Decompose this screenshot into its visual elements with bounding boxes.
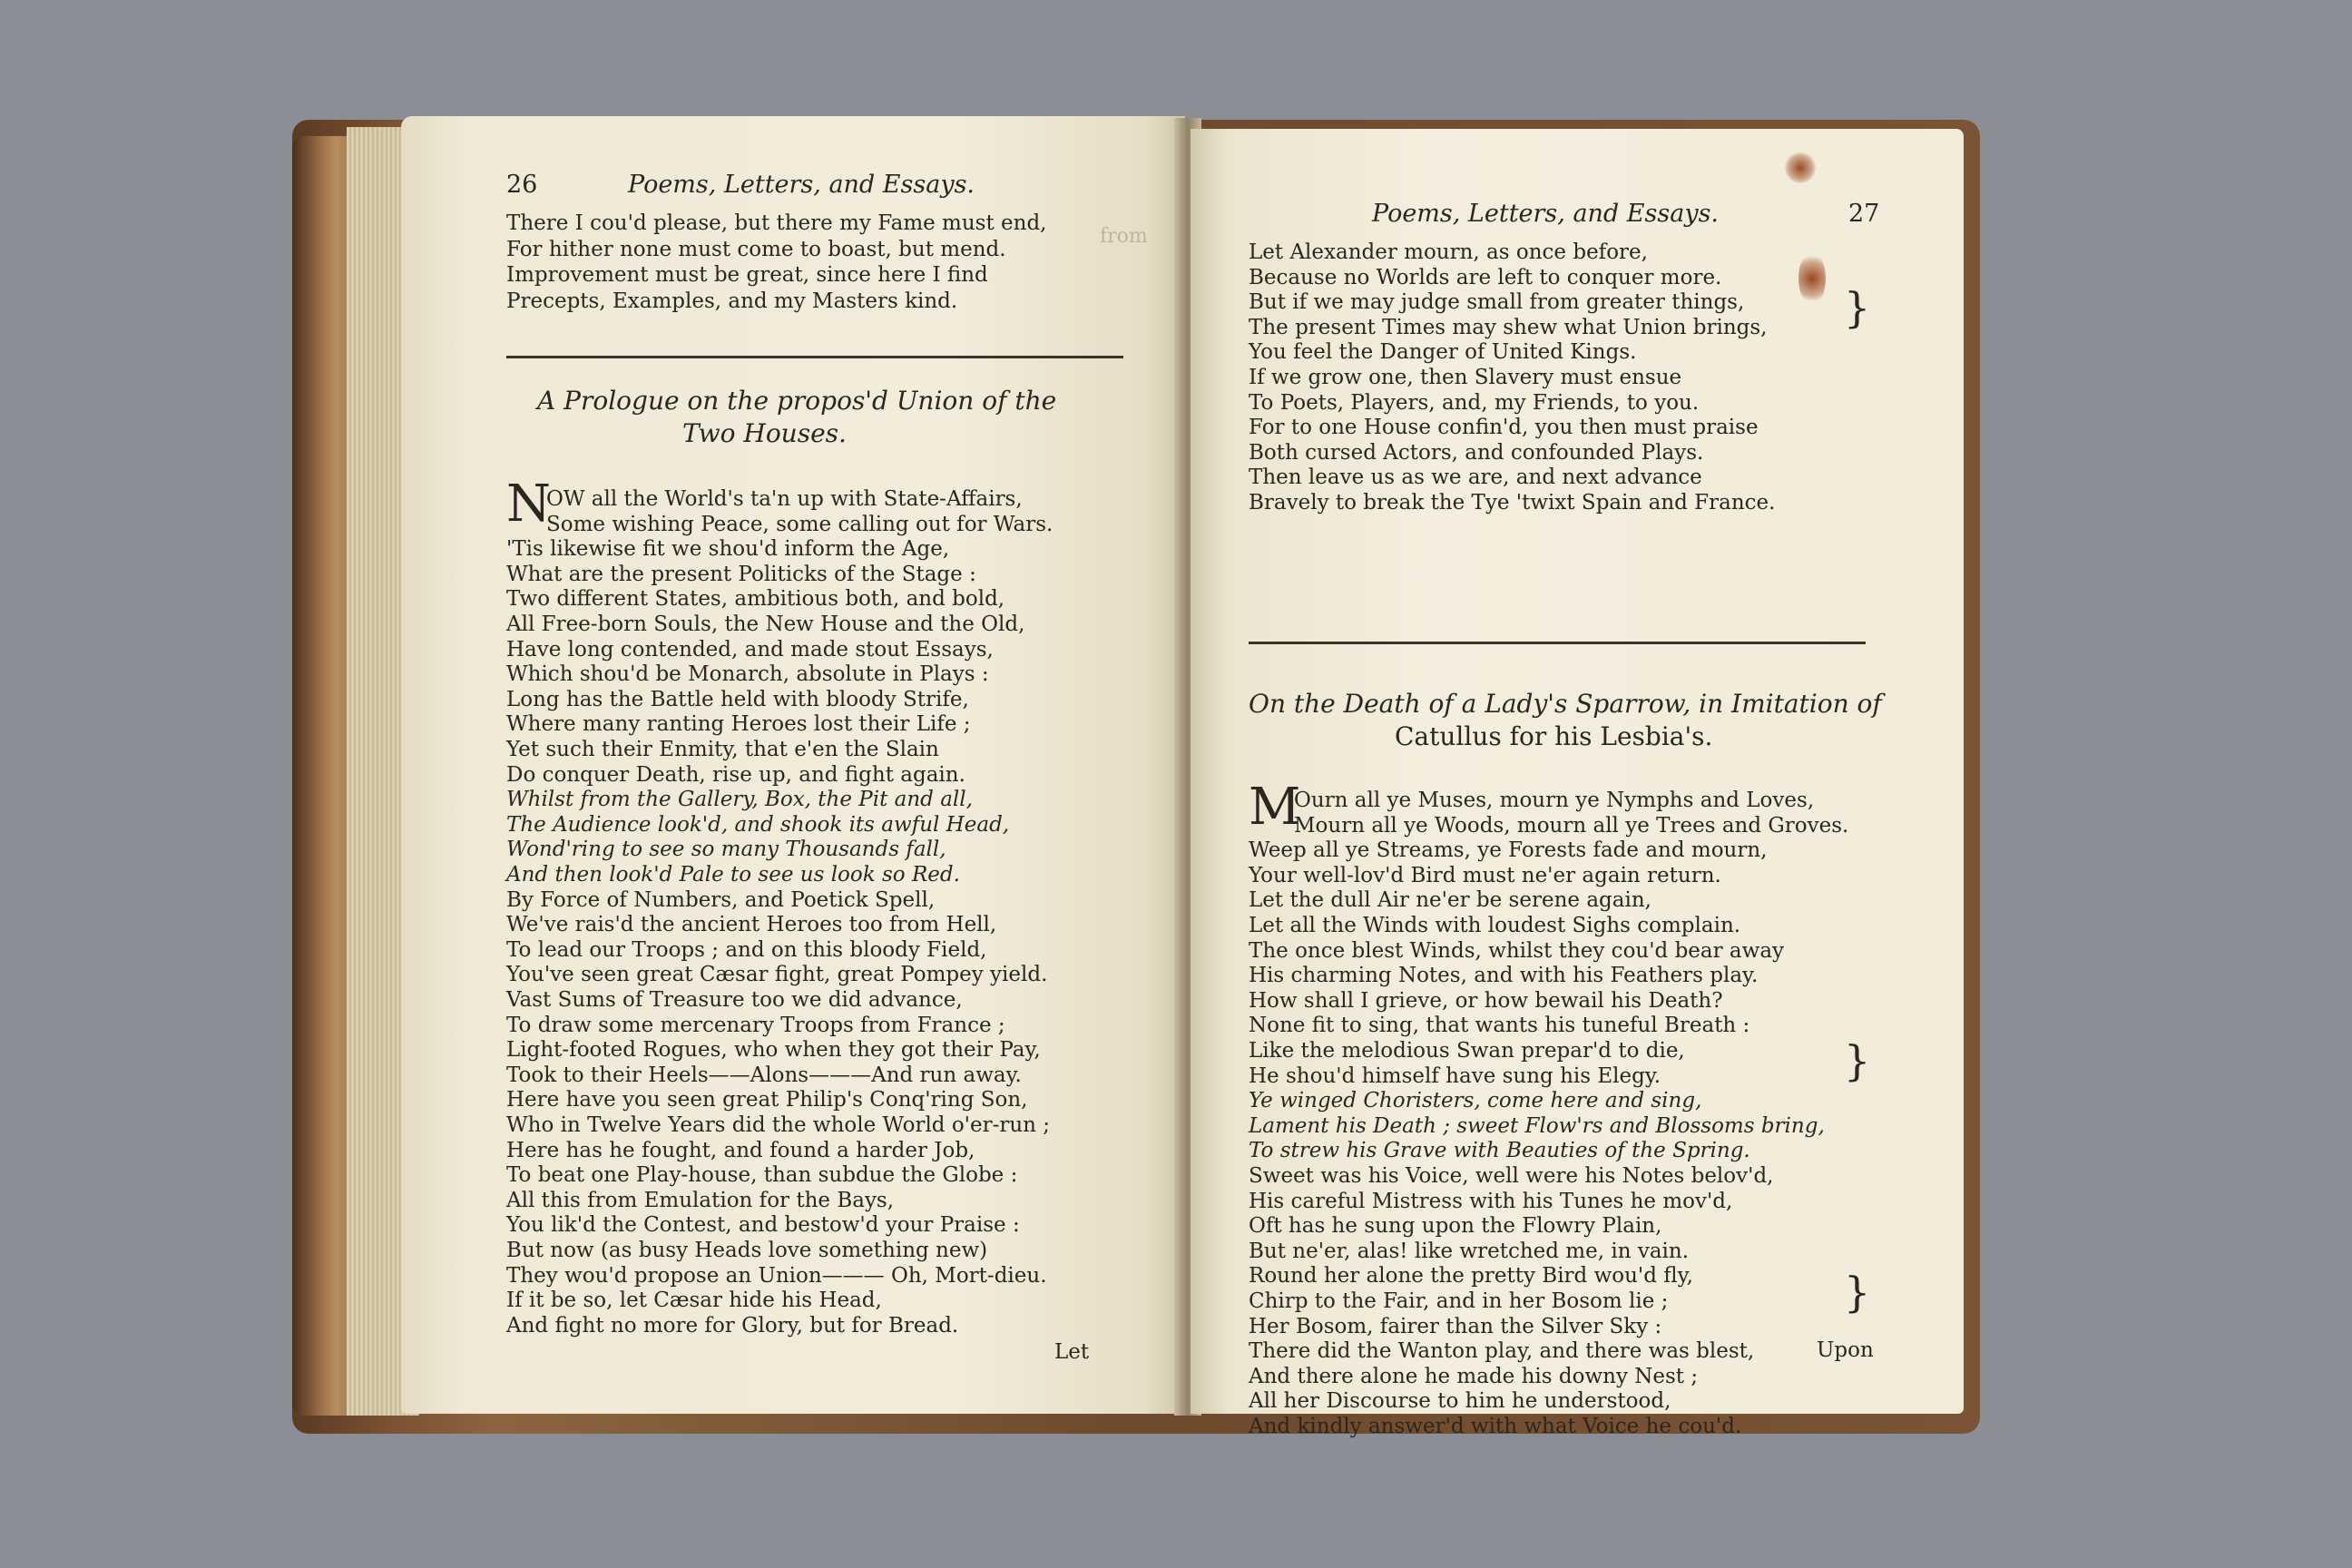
poem-line: Yet such their Enmity, that e'en the Slain bbox=[506, 738, 939, 761]
poem-line: You feel the Danger of United Kings. bbox=[1249, 340, 1637, 365]
poem-title: A Prologue on the propos'd Union of the bbox=[537, 386, 1057, 416]
poem-title-continued: Catullus for his Lesbia's. bbox=[1395, 721, 1713, 751]
catchword: Upon bbox=[1817, 1338, 1874, 1362]
poem-line: Sweet was his Voice, well were his Notes belov'd, bbox=[1249, 1164, 1774, 1188]
poem-title-continued: Two Houses. bbox=[682, 418, 847, 448]
poem-line: Ye winged Choristers, come here and sing, bbox=[1249, 1089, 1702, 1113]
poem-line: The Audience look'd, and shook its awful Head, bbox=[506, 812, 1010, 837]
poem-line: 'Tis likewise fit we shou'd inform the Age, bbox=[506, 537, 950, 562]
poem-line: Vast Sums of Treasure too we did advance, bbox=[506, 988, 963, 1012]
poem-line: Two different States, ambitious both, and bold, bbox=[506, 587, 1005, 612]
poem-line: Do conquer Death, rise up, and fight again. bbox=[506, 762, 965, 787]
poem-line: Then leave us as we are, and next advance bbox=[1249, 466, 1702, 490]
poem-title: On the Death of a Lady's Sparrow, in Imitation of bbox=[1249, 689, 1882, 719]
poem-line: Ourn all ye Muses, mourn ye Nymphs and Loves, bbox=[1294, 789, 1815, 812]
poem-line: Like the melodious Swan prepar'd to die, bbox=[1249, 1039, 1685, 1063]
poem-line: Because no Worlds are left to conquer more. bbox=[1249, 265, 1722, 289]
poem-line: You've seen great Cæsar fight, great Pompey yield. bbox=[506, 963, 1048, 987]
poem-line: Wond'ring to see so many Thousands fall, bbox=[506, 838, 946, 862]
show-through-text: from bbox=[1100, 225, 1148, 248]
poem-line: They wou'd propose an Union——— Oh, Mort-dieu. bbox=[506, 1263, 1047, 1288]
poem-line: Your well-lov'd Bird must ne'er again return. bbox=[1249, 863, 1721, 887]
page-number: 27 bbox=[1848, 200, 1880, 228]
poem-line: To lead our Troops ; and on this bloody Field, bbox=[506, 937, 987, 962]
poem-line: The once blest Winds, whilst they cou'd bear away bbox=[1249, 938, 1785, 963]
poem-line: If it be so, let Cæsar hide his Head, bbox=[506, 1289, 882, 1313]
poem-line: Weep all ye Streams, ye Forests fade and mourn, bbox=[1249, 838, 1768, 863]
section-rule bbox=[1249, 642, 1866, 644]
poem-line: All Free-born Souls, the New House and the Old, bbox=[506, 612, 1025, 636]
poem-line: There did the Wanton play, and there was blest, bbox=[1249, 1339, 1755, 1364]
poem-line: To strew his Grave with Beauties of the Spring. bbox=[1249, 1139, 1750, 1163]
poem-line: Bravely to break the Tye 'twixt Spain and France. bbox=[1249, 491, 1776, 514]
poem-line: Let all the Winds with loudest Sighs complain. bbox=[1249, 914, 1741, 937]
poem-line: None fit to sing, that wants his tuneful Breath : bbox=[1249, 1014, 1750, 1038]
left-page bbox=[401, 116, 1185, 1414]
poem-line: By Force of Numbers, and Poetick Spell, bbox=[506, 887, 936, 912]
triplet-brace: } bbox=[1844, 1268, 1871, 1317]
poem-line: Precepts, Examples, and my Masters kind. bbox=[506, 289, 958, 313]
poem-line: All her Discourse to him he understood, bbox=[1249, 1389, 1671, 1414]
poem-line: His careful Mistress with his Tunes he mov'd, bbox=[1249, 1189, 1733, 1213]
triplet-brace: } bbox=[1844, 283, 1871, 332]
poem-line: Here have you seen great Philip's Conq'ring Son, bbox=[506, 1088, 1028, 1112]
poem-line: Improvement must be great, since here I find bbox=[506, 263, 988, 287]
poem-line: But ne'er, alas! like wretched me, in vain. bbox=[1249, 1239, 1690, 1263]
drop-cap: M bbox=[1249, 778, 1301, 837]
poem-line: Lament his Death ; sweet Flow'rs and Blossoms bring, bbox=[1249, 1113, 1825, 1138]
running-head: Poems, Letters, and Essays. bbox=[628, 171, 975, 199]
poem-line: And then look'd Pale to see us look so Red. bbox=[506, 863, 960, 887]
poem-line: And fight no more for Glory, but for Bread. bbox=[506, 1313, 959, 1338]
poem-line: His charming Notes, and with his Feathers play. bbox=[1249, 964, 1759, 988]
poem-line: Let Alexander mourn, as once before, bbox=[1249, 240, 1648, 264]
right-page bbox=[1191, 129, 1964, 1438]
poem-line: And there alone he made his downy Nest ; bbox=[1249, 1364, 1699, 1388]
poem-line: Took to their Heels——Alons———And run away. bbox=[506, 1063, 1022, 1087]
poem-line: All this from Emulation for the Bays, bbox=[506, 1188, 895, 1212]
poem-line: Some wishing Peace, some calling out for Wars. bbox=[546, 512, 1054, 536]
poem-line: Which shou'd be Monarch, absolute in Plays : bbox=[506, 662, 989, 687]
poem-line: Who in Twelve Years did the whole World o'er-run ; bbox=[506, 1113, 1051, 1137]
poem-line: The present Times may shew what Union brings, bbox=[1249, 315, 1768, 339]
triplet-brace: } bbox=[1844, 1036, 1871, 1085]
page-number: 26 bbox=[506, 171, 538, 199]
poem-line: Where many ranting Heroes lost their Life ; bbox=[506, 712, 971, 737]
catchword: Let bbox=[1054, 1340, 1090, 1364]
poem-line: For to one House confin'd, you then must praise bbox=[1249, 416, 1759, 440]
poem-line: OW all the World's ta'n up with State-Affairs, bbox=[546, 487, 1023, 511]
drop-cap: N bbox=[506, 475, 551, 534]
open-book bbox=[292, 109, 1980, 1438]
poem-line: Long has the Battle held with bloody Strife, bbox=[506, 687, 969, 711]
ink-stain bbox=[1785, 152, 1816, 183]
poem-line: You lik'd the Contest, and bestow'd your Praise : bbox=[506, 1213, 1020, 1238]
poem-line: How shall I grieve, or how bewail his Death? bbox=[1249, 988, 1723, 1013]
poem-line: Round her alone the pretty Bird wou'd fly, bbox=[1249, 1264, 1693, 1289]
ink-stain bbox=[1798, 251, 1826, 306]
poem-line: What are the present Politicks of the Stage : bbox=[506, 562, 976, 586]
poem-line: He shou'd himself have sung his Elegy. bbox=[1249, 1063, 1661, 1088]
poem-line: Both cursed Actors, and confounded Plays. bbox=[1249, 440, 1704, 465]
running-head: Poems, Letters, and Essays. bbox=[1372, 200, 1720, 228]
poem-line: Chirp to the Fair, and in her Bosom lie ; bbox=[1249, 1289, 1669, 1313]
poem-line: To draw some mercenary Troops from France ; bbox=[506, 1013, 1005, 1037]
poem-line: There I cou'd please, but there my Fame must end, bbox=[506, 211, 1047, 235]
section-rule bbox=[506, 356, 1123, 358]
poem-line: Here has he fought, and found a harder Job, bbox=[506, 1138, 975, 1162]
poem-line: To Poets, Players, and, my Friends, to you. bbox=[1249, 390, 1700, 415]
poem-line: And kindly answer'd with what Voice he cou'd. bbox=[1249, 1415, 1742, 1438]
poem-line: For hither none must come to boast, but mend. bbox=[506, 237, 1006, 261]
poem-line: Her Bosom, fairer than the Silver Sky : bbox=[1249, 1314, 1662, 1338]
poem-line: If we grow one, then Slavery must ensue bbox=[1249, 366, 1682, 389]
poem-line: Whilst from the Gallery, Box, the Pit and all, bbox=[506, 788, 973, 812]
poem-line: Oft has he sung upon the Flowry Plain, bbox=[1249, 1214, 1662, 1239]
poem-line: Have long contended, and made stout Essays, bbox=[506, 637, 994, 662]
poem-line: We've rais'd the ancient Heroes too from Hell, bbox=[506, 913, 997, 937]
poem-line: Light-footed Rogues, who when they got their Pay, bbox=[506, 1038, 1041, 1063]
poem-line: But now (as busy Heads love something new) bbox=[506, 1239, 988, 1262]
poem-line: But if we may judge small from greater things, bbox=[1249, 290, 1745, 315]
poem-line: To beat one Play-house, than subdue the Globe : bbox=[506, 1163, 1018, 1188]
poem-line: Mourn all ye Woods, mourn all ye Trees and Groves. bbox=[1294, 813, 1849, 838]
poem-line: Let the dull Air ne'er be serene again, bbox=[1249, 888, 1651, 913]
